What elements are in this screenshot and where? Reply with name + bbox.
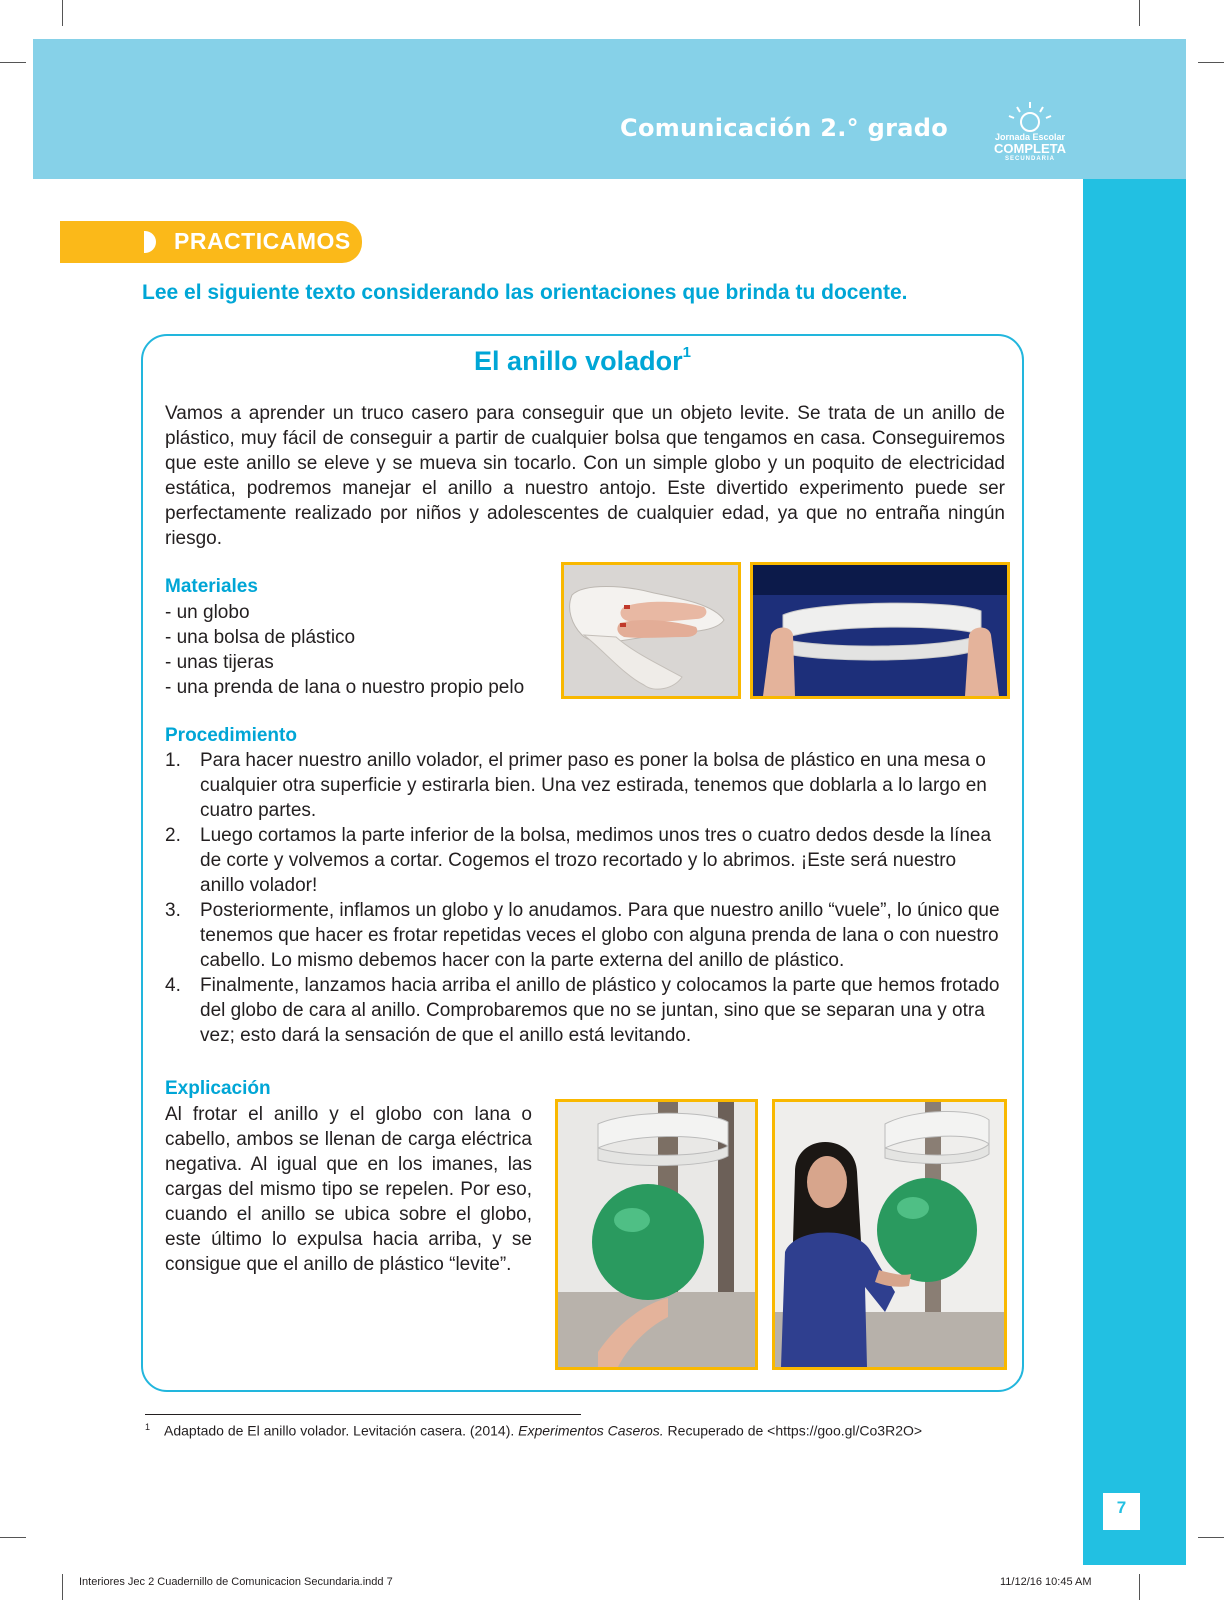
- page-number-box: [1103, 1493, 1140, 1530]
- photo-hands-holding-ring: [750, 562, 1010, 699]
- article-title-text: El anillo volador: [474, 346, 683, 376]
- crop-mark: [62, 1574, 63, 1600]
- section-label-text: PRACTICAMOS: [174, 228, 351, 254]
- footnote-rule: [145, 1414, 581, 1415]
- crop-mark: [62, 0, 63, 26]
- materials-list: [165, 600, 545, 700]
- footnote-mark: 1: [682, 344, 691, 361]
- explanation-heading: Explicación: [165, 1078, 271, 1099]
- photo-illustration: [753, 565, 1007, 696]
- photo-illustration: [775, 1102, 1004, 1367]
- list-item: [165, 748, 1005, 823]
- page-number: 7: [1116, 1498, 1127, 1517]
- instruction-text: Lee el siguiente texto considerando las orientaciones que brinda tu docente.: [142, 281, 908, 304]
- side-band: [1083, 179, 1186, 1565]
- crop-mark: [1139, 1574, 1140, 1600]
- footnote-text-after: Recuperado de <https://goo.gl/Co3R2O>: [663, 1422, 923, 1439]
- step-number: 2.: [165, 825, 181, 846]
- crop-mark: [1198, 62, 1224, 63]
- footnote-text-before: Adaptado de El anillo volador. Levitación casera. (2014).: [164, 1422, 519, 1439]
- footnote-italic: Experimentos Caseros.: [518, 1422, 664, 1439]
- step-text: Finalmente, lanzamos hacia arriba el anillo de plástico y colocamos la parte que hemos frotado del globo de cara al anillo. Comprobaremos que no se juntan, sino que se separan una y otra vez; esto dará la sensación de que el anillo está levitando.: [200, 975, 1000, 1046]
- crop-mark: [1198, 1537, 1224, 1538]
- list-item: [165, 823, 1005, 898]
- list-item: - unas tijeras: [165, 652, 274, 673]
- step-text: Luego cortamos la parte inferior de la bolsa, medimos unos tres o cuatro dedos desde la línea de corte y volvemos a cortar. Cogemos el trozo recortado y lo abrimos. ¡Este será nuestro anillo volador!: [200, 825, 992, 896]
- jec-logo: [990, 98, 1070, 170]
- crop-mark: [0, 1537, 26, 1538]
- photo-illustration: [564, 565, 738, 696]
- slug-timestamp: 11/12/16 10:45 AM: [1000, 1576, 1092, 1588]
- step-number: 3.: [165, 900, 181, 921]
- crop-mark: [0, 62, 26, 63]
- article-intro: Vamos a aprender un truco casero para conseguir que un objeto levite. Se trata de un anillo de plástico, muy fácil de conseguir a partir de cualquier bolsa que tengamos en casa. Conseguiremos que este anillo se eleve y se mueva sin tocarlo. Con un simple globo y un poquito de electricidad estática, podremos manejar el anillo a nuestro antojo. Este divertido experimento puede ser perfectamente realizado por niños y adolescentes de cualquier edad, ya que no entraña ningún riesgo.: [165, 403, 1005, 549]
- half-circle-icon: [144, 231, 156, 253]
- list-item: [165, 898, 1005, 973]
- article-title: [141, 346, 1024, 377]
- crop-mark: [1139, 0, 1140, 26]
- header-title: Comunicación 2.° grado: [620, 114, 948, 142]
- step-number: 4.: [165, 975, 181, 996]
- logo-line3: SECUNDARIA: [1004, 156, 1055, 162]
- logo-line2: COMPLETA: [994, 141, 1066, 156]
- footnote-number: 1: [145, 1422, 151, 1432]
- logo-line1: Jornada Escolar: [994, 132, 1066, 142]
- step-text: Para hacer nuestro anillo volador, el primer paso es poner la bolsa de plástico en una mesa o cualquier otra superficie y estirarla bien. Una vez estirada, tenemos que doblarla a lo largo en cuatro partes.: [200, 750, 987, 821]
- slug-filename: Interiores Jec 2 Cuadernillo de Comunicacion Secundaria.indd 7: [79, 1576, 393, 1588]
- list-item: - una prenda de lana o nuestro propio pelo: [165, 677, 525, 698]
- procedure-list: [165, 748, 1005, 1048]
- procedure-heading: Procedimiento: [165, 725, 297, 746]
- photo-balloon-ring-window: [555, 1099, 758, 1370]
- photo-illustration: [558, 1102, 755, 1367]
- list-item: - una bolsa de plástico: [165, 627, 356, 648]
- photo-hands-flattening-bag: [561, 562, 741, 699]
- explanation-text: Al frotar el anillo y el globo con lana o cabello, ambos se llenan de carga eléctrica negativa. Al igual que en los imanes, las cargas del mismo tipo se repelen. Por eso, cuando el anillo se ubica sobre el globo, este último lo expulsa hacia arriba, y se consigue que el anillo de plástico “levite”.: [165, 1104, 532, 1275]
- list-item: [165, 973, 1005, 1048]
- photo-woman-with-balloon: [772, 1099, 1007, 1370]
- materials-heading: Materiales: [165, 576, 258, 597]
- list-item: - un globo: [165, 602, 250, 623]
- section-label: [60, 221, 362, 263]
- step-text: Posteriormente, inflamos un globo y lo anudamos. Para que nuestro anillo “vuele”, lo único que tenemos que hacer es frotar repetidas veces el globo con alguna prenda de lana o con nuestro cabello. Lo mismo debemos hacer con la parte externa del anillo de plástico.: [200, 900, 1000, 971]
- logo-text: [990, 132, 1070, 163]
- footnote: [145, 1422, 922, 1439]
- step-number: 1.: [165, 750, 181, 771]
